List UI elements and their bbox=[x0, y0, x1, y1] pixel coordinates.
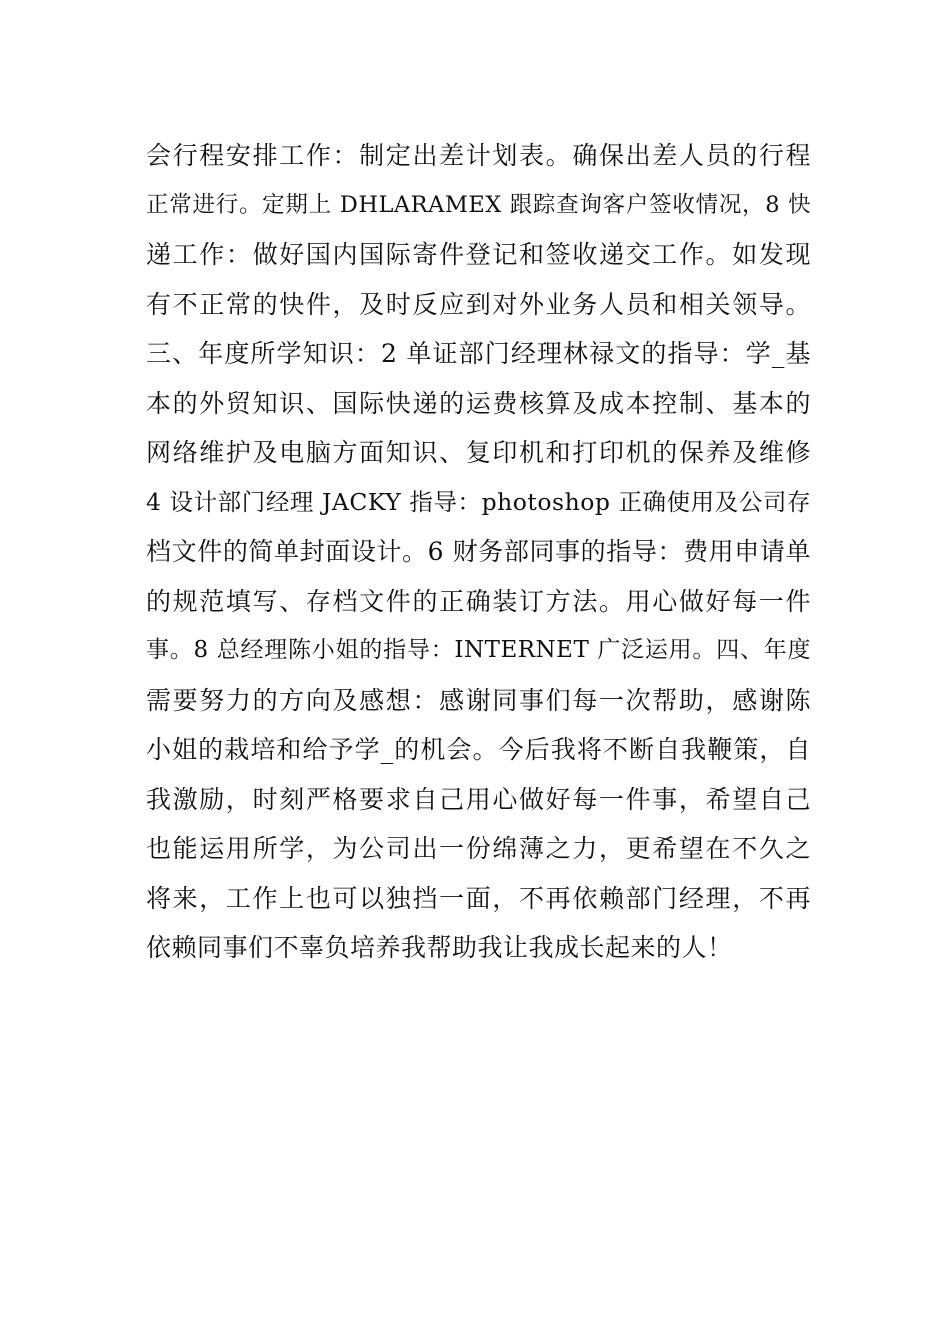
text-line: 小姐的栽培和给予学_的机会。今后我将不断自我鞭策，自 bbox=[146, 735, 811, 764]
text-line: 需要努力的方向及感想：感谢同事们每一次帮助，感谢陈 bbox=[146, 685, 811, 715]
text-line: 将来，工作上也可以独挡一面，不再依赖部门经理，不再 bbox=[146, 883, 811, 913]
text-line: 网络维护及电脑方面知识、复印机和打印机的保养及维修 bbox=[146, 438, 811, 467]
text-line: 正常进行。定期上 DHLARAMEX 跟踪查询客户签收情况，8 快 bbox=[146, 191, 811, 218]
text-line: 递工作：做好国内国际寄件登记和签收递交工作。如发现 bbox=[146, 240, 811, 269]
body-text bbox=[146, 131, 811, 973]
text-line: 有不正常的快件，及时反应到对外业务人员和相关领导。 bbox=[146, 289, 811, 319]
text-line: 三、年度所学知识：2 单证部门经理林禄文的指导：学_基 bbox=[146, 339, 811, 368]
text-line: 依赖同事们不辜负培养我帮助我让我成长起来的人！ bbox=[146, 933, 733, 962]
text-line: 也能运用所学，为公司出一份绵薄之力，更希望在不久之 bbox=[146, 834, 811, 863]
text-line: 本的外贸知识、国际快递的运费核算及成本控制、基本的 bbox=[146, 388, 811, 418]
text-line: 的规范填写、存档文件的正确装订方法。用心做好每一件 bbox=[146, 586, 811, 616]
text-line: 事。8 总经理陈小姐的指导：INTERNET 广泛运用。四、年度 bbox=[146, 637, 811, 663]
text-line: 我激励，时刻严格要求自己用心做好每一件事，希望自己 bbox=[146, 784, 811, 814]
text-line: 会行程安排工作：制定出差计划表。确保出差人员的行程 bbox=[146, 141, 811, 170]
text-line: 4 设计部门经理 JACKY 指导：photoshop 正确使用及公司存 bbox=[146, 487, 811, 516]
text-line: 档文件的简单封面设计。6 财务部同事的指导：费用申请单 bbox=[146, 537, 811, 566]
